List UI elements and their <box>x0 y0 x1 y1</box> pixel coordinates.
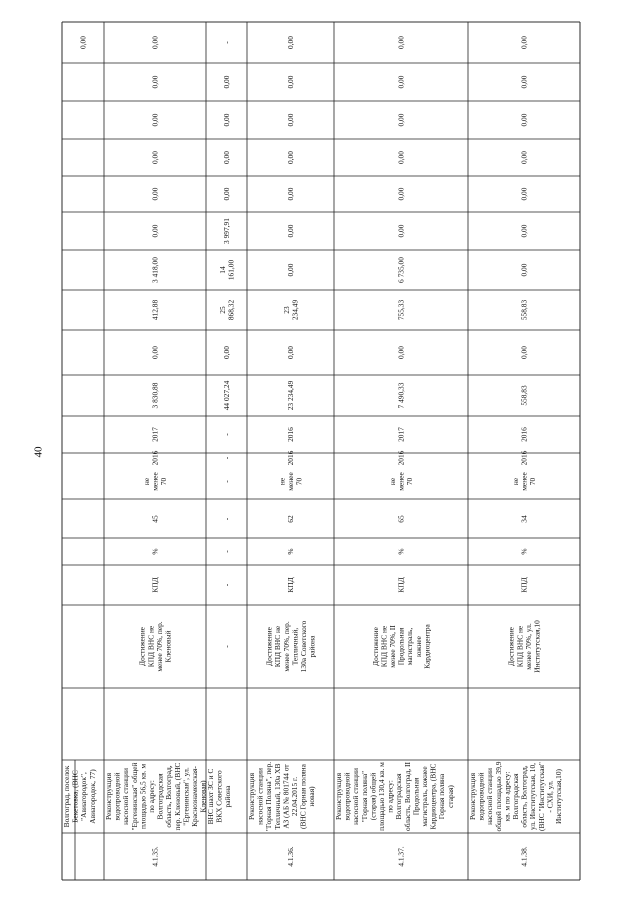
cell-text: магистраль, <box>405 627 415 666</box>
cell-text: "Ергенинская", ул. <box>181 767 191 826</box>
cell-v4 <box>520 263 529 276</box>
cell-text: Волгоградская <box>511 773 520 820</box>
cell-text: АЗ (АБ № 801744 от <box>281 764 291 829</box>
cell-v6 <box>286 187 295 200</box>
cell-num <box>520 846 529 866</box>
cell-text: 130а Советского <box>298 620 308 673</box>
cell-v7 <box>286 151 295 164</box>
cell-text: "Горная поляна" <box>359 770 369 823</box>
cell-text: 0,00 <box>150 224 160 238</box>
cell-text: - <box>222 645 232 648</box>
cell-text: 2016 <box>396 450 406 466</box>
cell-text: 70 <box>528 477 538 486</box>
cell-text: кв. м по адресу: <box>502 771 512 822</box>
cell-text: 0,00 <box>286 224 296 238</box>
cell-text: 0,00 <box>286 36 296 49</box>
cell-text: 2017 <box>150 427 160 442</box>
table-grid <box>62 22 580 880</box>
cell-v8 <box>520 113 529 126</box>
page-number: 40 <box>32 446 45 458</box>
cell-text: % <box>396 548 406 555</box>
cell-text: 3 418,00 <box>150 257 160 283</box>
cell-text: 0,00 <box>519 113 529 127</box>
cell-name <box>468 761 563 831</box>
cell-base <box>151 515 160 523</box>
cell-year_start <box>520 450 529 465</box>
cell-text: 65 <box>396 515 406 523</box>
cell-text: 0,00 <box>222 113 232 127</box>
cell-text: область, Волгоград, II <box>402 762 412 831</box>
cell-v6 <box>151 187 160 200</box>
cell-v7 <box>151 151 160 164</box>
cell-year_start <box>286 450 295 465</box>
cell-year_end <box>286 427 295 442</box>
cell-v7 <box>397 151 406 164</box>
cell-text: района <box>307 635 317 658</box>
cell-v3 <box>397 300 406 321</box>
cell-text: 0,00 <box>519 263 529 277</box>
cell-v8 <box>222 113 231 126</box>
cell-text: ВКХ Советского <box>214 770 224 823</box>
cell-text: менее 70%, пер. <box>154 621 164 672</box>
cell-text: КПД ВНС не <box>379 625 389 668</box>
cell-text: КПД ВНС не <box>273 625 283 668</box>
cell-text: 0,00 <box>286 151 296 164</box>
cell-text: Кардиоцентра <box>422 624 432 669</box>
cell-text: по адресу: <box>385 780 395 813</box>
cell-v9 <box>151 75 160 88</box>
cell-v1 <box>286 380 295 410</box>
cell-text: КПД ВНС не <box>146 625 156 668</box>
cell-text: 0,00 <box>286 187 296 201</box>
cell-v3 <box>218 300 236 321</box>
table-cells <box>62 36 563 867</box>
cell-text: КПД ВНС не <box>515 625 525 668</box>
cell-v1 <box>151 382 160 408</box>
cell-unit <box>286 548 295 554</box>
cell-target <box>511 472 537 491</box>
cell-v6 <box>520 187 529 200</box>
cell-goal <box>265 620 317 672</box>
cell-base <box>222 517 231 520</box>
cell-v4 <box>218 260 236 281</box>
cell-text: 0,00 <box>396 187 406 201</box>
cell-text: Волгоград, поселок <box>62 765 71 828</box>
cell-text: насосной станции <box>485 768 495 825</box>
cell-text: 25 <box>217 306 227 314</box>
cell-text: 0,00 <box>150 151 160 164</box>
cell-v6 <box>222 187 231 200</box>
cell-text: 0,00 <box>519 224 529 238</box>
cell-text: 558,83 <box>519 385 529 406</box>
cell-num <box>286 846 295 866</box>
cell-text: 70 <box>405 477 415 486</box>
cell-text: 3 830,88 <box>150 382 160 409</box>
cell-text: 0,00 <box>222 346 232 359</box>
cell-v7 <box>520 151 529 164</box>
cell-v3 <box>282 300 300 321</box>
cell-text: - <box>222 456 232 460</box>
cell-text: Достижение <box>370 627 380 666</box>
cell-base <box>286 515 295 523</box>
cell-text: менее 70%, ул. <box>523 623 533 670</box>
cell-text: 0,00 <box>519 346 529 359</box>
cell-v8 <box>151 113 160 126</box>
cell-text: Институтская,10) <box>554 768 563 825</box>
cell-text: магистраль, южнее <box>420 766 429 827</box>
cell-v10 <box>79 36 88 49</box>
cell-text: Кленовый <box>163 630 173 663</box>
cell-text: 0,00 <box>222 187 232 201</box>
cell-text: 868,32 <box>226 299 236 321</box>
cell-target <box>222 480 231 483</box>
cell-goal <box>507 620 542 673</box>
cell-text: Горная поляна <box>437 773 447 820</box>
cell-v2 <box>286 346 295 359</box>
cell-text: 23 234,49 <box>286 380 296 411</box>
cell-text: 412,88 <box>150 299 160 321</box>
cell-text: Авиагородок, 77) <box>87 769 97 824</box>
cell-text: 4.1.36. <box>286 846 296 867</box>
cell-text: ВНС шахт ЗС и С <box>206 768 215 825</box>
cell-text: 22.04.2015 г. <box>290 776 299 817</box>
cell-text: 70 <box>294 477 304 486</box>
cell-v10 <box>222 41 231 44</box>
cell-text: 0,00 <box>519 187 529 201</box>
cell-v2 <box>397 346 406 359</box>
cell-v5 <box>151 224 160 237</box>
cell-text: % <box>150 548 160 555</box>
cell-text: Реконструкция <box>104 773 113 820</box>
cell-target <box>277 472 303 491</box>
cell-text: - <box>222 550 232 553</box>
cell-text: 0,00 <box>286 263 296 277</box>
cell-unit <box>520 548 529 554</box>
cell-text: Бекетовка, (ВНС <box>70 770 80 823</box>
cell-text: 0,00 <box>150 346 160 359</box>
cell-text: 6 735,00 <box>396 257 406 283</box>
cell-v7 <box>222 151 231 164</box>
cell-name <box>62 765 97 827</box>
cell-v2 <box>520 346 529 359</box>
cell-text: 0,00 <box>519 75 529 89</box>
cell-v3 <box>520 300 529 321</box>
cell-year_end <box>222 433 231 436</box>
cell-text: Достижение <box>506 627 516 666</box>
cell-text: Продольная <box>411 777 421 816</box>
cell-text: менее <box>286 472 296 491</box>
cell-v9 <box>286 75 295 88</box>
cell-year_end <box>151 427 160 442</box>
cell-text: 0,00 <box>396 75 406 89</box>
cell-target <box>388 472 414 491</box>
cell-v4 <box>397 257 406 283</box>
cell-text: 0,00 <box>286 346 296 359</box>
cell-text: не <box>277 477 287 486</box>
cell-text: не <box>141 477 151 486</box>
cell-text: 0,00 <box>150 36 160 49</box>
cell-text: 0,00 <box>286 75 296 89</box>
cell-text: область, Волгоград, <box>519 765 529 828</box>
cell-text: 234,49 <box>290 299 300 321</box>
cell-text: по адресу: <box>147 780 156 813</box>
cell-year_start <box>151 450 160 465</box>
cell-year_end <box>397 427 406 442</box>
cell-text: - <box>222 583 232 587</box>
cell-v10 <box>286 36 295 49</box>
cell-text: Достижение <box>264 627 274 666</box>
cell-name <box>247 762 316 831</box>
cell-text: "Авиагородок", <box>79 772 89 821</box>
cell-base <box>520 515 529 523</box>
cell-text: 0,00 <box>150 113 160 127</box>
cell-text: 4.1.38. <box>519 846 529 867</box>
cell-v5 <box>222 218 231 244</box>
cell-name <box>206 769 232 825</box>
cell-text: 0,00 <box>222 75 232 89</box>
cell-text: 558,83 <box>519 299 529 321</box>
cell-year_start <box>397 450 406 465</box>
cell-text: района <box>223 785 233 808</box>
cell-text: 7 490,33 <box>396 382 406 409</box>
cell-text: КПД <box>396 577 406 593</box>
cell-text: 0,00 <box>519 36 529 49</box>
cell-text: 0,00 <box>286 113 296 127</box>
cell-text: водопроводной <box>476 772 486 821</box>
cell-text: 0,00 <box>396 224 406 238</box>
cell-text: насосной станции <box>255 768 265 825</box>
cell-text: 44 027,24 <box>222 380 232 411</box>
cell-text: южнее <box>413 636 423 657</box>
cell-num <box>151 846 160 866</box>
cell-v1 <box>222 380 231 410</box>
cell-v5 <box>286 224 295 237</box>
cell-text: (ВНС Горная поляна <box>298 764 308 829</box>
cell-text: 14 <box>217 266 227 274</box>
cell-v8 <box>397 113 406 126</box>
cell-text: 0,00 <box>78 36 88 49</box>
cell-v4 <box>151 257 160 283</box>
cell-v10 <box>397 36 406 49</box>
cell-text: % <box>519 548 529 555</box>
cell-text: область, Волгоград, <box>164 765 174 828</box>
cell-text: новая) <box>307 786 317 807</box>
cell-text: (ВНС "Институтская" <box>536 762 546 831</box>
cell-v8 <box>286 113 295 126</box>
cell-text: - СХИ, ул. <box>545 780 555 813</box>
cell-text: Краснознаменская- <box>190 766 199 827</box>
cell-text: "Горная Поляна", пер. <box>264 761 274 832</box>
cell-year_start <box>222 456 231 459</box>
cell-text: насосной станции <box>121 768 131 825</box>
cell-v2 <box>151 346 160 359</box>
cell-v9 <box>397 75 406 88</box>
cell-text: КПД <box>519 577 529 593</box>
cell-text: 0,00 <box>396 151 406 164</box>
cell-text: 4.1.37. <box>396 846 406 867</box>
cell-text: 2017 <box>396 427 406 442</box>
cell-text: 2016 <box>519 427 529 442</box>
cell-goal <box>138 621 173 671</box>
cell-unit <box>222 550 231 553</box>
cell-v1 <box>397 382 406 408</box>
cell-name <box>334 761 455 830</box>
cell-text: старая) <box>445 785 455 808</box>
cell-text: Реконструкция <box>468 773 477 820</box>
cell-text: - <box>222 41 232 44</box>
cell-text: насосной станции <box>351 768 361 825</box>
cell-text: 2016 <box>150 450 160 466</box>
cell-goal <box>222 645 231 648</box>
cell-text: 0,00 <box>150 187 160 201</box>
cell-indicator <box>286 577 295 592</box>
cell-text: - <box>222 517 232 521</box>
cell-text: Институтская,10 <box>532 620 542 673</box>
cell-text: 4.1.35. <box>150 846 160 867</box>
cell-text: 0,00 <box>396 346 406 359</box>
cell-base <box>397 515 406 523</box>
cell-text: менее 70%, II <box>387 625 397 668</box>
cell-v6 <box>397 187 406 200</box>
cell-text: - <box>222 480 232 483</box>
cell-text: 3 997,91 <box>222 218 232 244</box>
cell-text: 45 <box>150 515 160 523</box>
cell-text: Тепличный, 130а ХВ <box>272 763 282 830</box>
cell-v5 <box>520 224 529 237</box>
cell-text: 2016 <box>286 450 296 466</box>
cell-text: % <box>286 548 296 555</box>
cell-v10 <box>520 36 529 49</box>
cell-text: 62 <box>286 515 296 523</box>
cell-text: КПД <box>150 577 160 593</box>
cell-text: общей площадью 39,9 <box>493 761 503 832</box>
cell-v3 <box>151 300 160 321</box>
cell-text: - <box>222 433 232 436</box>
cell-v1 <box>520 385 529 406</box>
cell-text: Реконструкция <box>247 773 256 820</box>
cell-v9 <box>222 75 231 88</box>
cell-text: 0,00 <box>150 75 160 89</box>
cell-num <box>397 846 406 866</box>
cell-text: 70 <box>159 477 169 486</box>
cell-text: КПД <box>286 577 296 593</box>
cell-goal <box>371 623 432 668</box>
cell-text: менее <box>150 472 160 491</box>
cell-text: Тепличный, <box>290 627 300 666</box>
cell-text: менее <box>396 472 406 491</box>
cell-text: 0,00 <box>222 151 232 164</box>
cell-v10 <box>151 36 160 49</box>
cell-text: Волгоградская <box>155 773 165 820</box>
cell-text: "Ергенинская" общей <box>129 762 139 831</box>
cell-text: не <box>510 477 520 486</box>
cell-text: 23 <box>281 306 291 314</box>
cell-text: 0,00 <box>396 113 406 127</box>
cell-text: ул. Институтская, 10, <box>528 762 538 831</box>
cell-text: 0,00 <box>396 36 406 49</box>
cell-indicator <box>397 577 406 592</box>
cell-text: площадью 130,4 кв. м <box>377 762 386 831</box>
cell-year_end <box>520 427 529 442</box>
cell-text: Продольная <box>396 627 406 666</box>
cell-text: 34 <box>519 515 529 523</box>
cell-unit <box>151 548 160 554</box>
cell-text: 0,00 <box>519 151 529 164</box>
cell-text: водопроводной <box>342 772 352 821</box>
cell-text: 755,33 <box>396 299 406 321</box>
cell-target <box>142 472 168 491</box>
cell-text: площадью 56,5 кв. м <box>138 763 148 830</box>
cell-v9 <box>520 75 529 88</box>
cell-text: 161,00 <box>226 259 236 281</box>
cell-text: Кленовая) <box>198 780 208 813</box>
cell-text: 2016 <box>519 450 529 466</box>
cell-indicator <box>222 583 231 586</box>
cell-unit <box>397 548 406 554</box>
cell-text: Достижение <box>137 627 147 666</box>
cell-indicator <box>151 577 160 592</box>
cell-text: пер. Кленовый, (ВНС <box>172 762 182 831</box>
cell-text: водопроводной <box>112 772 122 821</box>
cell-text: Реконструкция <box>334 773 343 820</box>
cell-text: менее 70%, пер. <box>281 621 291 672</box>
cell-name <box>104 762 208 830</box>
cell-text: Волгоградская <box>394 773 404 820</box>
cell-text: (старая) общей <box>368 772 378 821</box>
cell-text: не <box>387 477 397 486</box>
cell-v5 <box>397 224 406 237</box>
cell-v2 <box>222 346 231 359</box>
cell-text: 2016 <box>286 427 296 442</box>
cell-v4 <box>286 263 295 276</box>
cell-text: менее <box>519 472 529 491</box>
cell-indicator <box>520 577 529 592</box>
cell-text: Кардиоцентра, (ВНС <box>428 763 438 830</box>
